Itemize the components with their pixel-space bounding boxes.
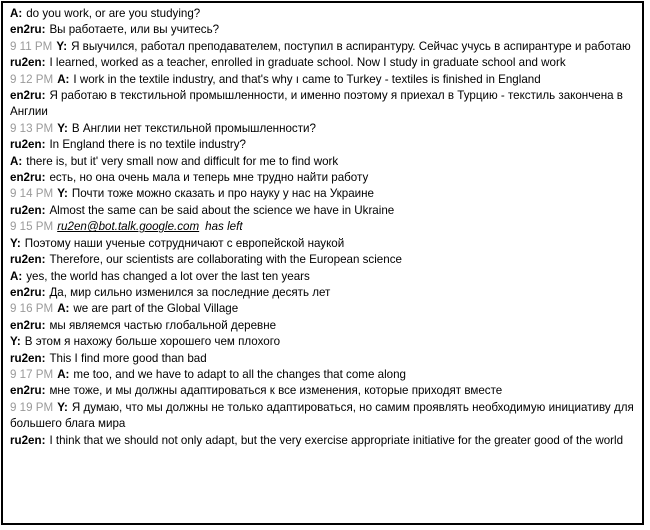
message-text: we are part of the Global Village (73, 302, 239, 316)
message-speaker: A: (10, 269, 23, 283)
chat-message (10, 186, 636, 202)
chat-message (10, 252, 636, 268)
message-text: Я выучился, работал преподавателем, поступил в аспирантуру. Сейчас учусь в аспирантуре и работаю (71, 39, 631, 53)
chat-message (10, 236, 636, 252)
chat-message (10, 170, 636, 186)
chat-message (10, 285, 636, 301)
chat-message (10, 55, 636, 71)
chat-transcript (1, 1, 644, 525)
message-speaker: Y: (57, 400, 68, 414)
message-timestamp: 9 14 PM (10, 187, 54, 201)
message-speaker: ru2en: (10, 56, 46, 70)
message-speaker: en2ru: (10, 171, 46, 185)
message-text: I think that we should not only adapt, but the very exercise appropriate initiative for the greater good of the world (49, 433, 624, 447)
message-text: В Англии нет текстильной промышленности? (71, 121, 316, 135)
chat-message (10, 22, 636, 38)
message-speaker: en2ru: (10, 318, 46, 332)
chat-message (10, 39, 636, 55)
chat-message (10, 121, 636, 137)
message-text: yes, the world has changed a lot over the last ten years (26, 269, 310, 283)
chat-message (10, 203, 636, 219)
message-speaker: Y: (57, 121, 68, 135)
message-text: Я работаю в текстильной промышленности, и именно поэтому я приехал в Турцию - текстиль закончена в Англии (10, 89, 623, 119)
message-speaker: Y: (56, 39, 68, 53)
message-text: I learned, worked as a teacher, enrolled in graduate school. Now I study in graduate school and work (49, 56, 566, 70)
user-email-link[interactable]: ru2en@bot.talk.google.com (57, 220, 200, 234)
chat-message (10, 383, 636, 399)
message-timestamp: 9 13 PM (10, 121, 54, 135)
message-text: Поэтому наши ученые сотрудничают с европейской наукой (24, 236, 345, 250)
message-text: Therefore, our scientists are collaborating with the European science (49, 253, 402, 267)
message-timestamp: 9 11 PM (10, 39, 53, 53)
chat-log (10, 6, 636, 449)
chat-message (10, 154, 636, 170)
chat-message (10, 6, 636, 22)
chat-message (10, 301, 636, 317)
message-speaker: A: (10, 7, 23, 20)
message-speaker: ru2en: (10, 253, 46, 267)
message-timestamp: 9 15 PM (10, 220, 54, 234)
message-speaker: en2ru: (10, 23, 46, 37)
message-speaker: Y: (57, 187, 68, 201)
message-speaker: A: (57, 302, 70, 316)
message-text: Почти тоже можно сказать и про науку у нас на Украине (71, 187, 374, 201)
chat-message (10, 137, 636, 153)
chat-message (10, 334, 636, 350)
message-timestamp: 9 16 PM (10, 302, 54, 316)
message-text: Я думаю, что мы должны не только адаптироваться, но самим проявлять необходимую инициативу для большего блага мира (10, 400, 634, 431)
chat-message (10, 318, 636, 334)
message-speaker: A: (57, 367, 70, 381)
chat-message (10, 433, 636, 449)
message-speaker: en2ru: (10, 285, 46, 299)
message-speaker: A: (10, 154, 23, 168)
message-text: мне тоже, и мы должны адаптироваться к все изменения, которые приходят вместе (49, 384, 503, 398)
chat-message (10, 88, 636, 121)
chat-message (10, 351, 636, 367)
system-notice: has left (205, 220, 243, 234)
message-timestamp: 9 19 PM (10, 400, 54, 414)
message-speaker: ru2en: (10, 433, 46, 447)
message-text: мы являемся частью глобальной деревне (49, 318, 277, 332)
message-speaker: ru2en: (10, 351, 46, 365)
message-text: do you work, or are you studying? (26, 7, 201, 20)
message-speaker: ru2en: (10, 203, 46, 217)
message-timestamp: 9 17 PM (10, 367, 54, 381)
message-timestamp: 9 12 PM (10, 72, 54, 86)
message-speaker: Y: (10, 335, 21, 349)
message-text: In England there is no textile industry? (49, 138, 247, 152)
message-text: Almost the same can be said about the science we have in Ukraine (49, 203, 395, 217)
message-text: В этом я нахожу больше хорошего чем плохого (24, 335, 281, 349)
message-speaker: en2ru: (10, 89, 46, 103)
message-text: me too, and we have to adapt to all the changes that come along (73, 367, 407, 381)
message-text: есть, но она очень мала и теперь мне трудно найти работу (49, 171, 369, 185)
message-speaker: en2ru: (10, 384, 46, 398)
chat-message (10, 269, 636, 285)
message-speaker: Y: (10, 236, 21, 250)
message-speaker: ru2en: (10, 138, 46, 152)
message-text: Вы работаете, или вы учитесь? (49, 23, 220, 37)
chat-message (10, 219, 636, 235)
message-text: I work in the textile industry, and that's why ı came to Turkey - textiles is finished in England (73, 72, 541, 86)
message-speaker: A: (57, 72, 70, 86)
chat-message (10, 72, 636, 88)
chat-message (10, 400, 636, 433)
chat-message (10, 367, 636, 383)
message-text: there is, but it' very small now and difficult for me to find work (26, 154, 339, 168)
message-text: This I find more good than bad (49, 351, 207, 365)
message-text: Да, мир сильно изменился за последние десять лет (49, 285, 331, 299)
